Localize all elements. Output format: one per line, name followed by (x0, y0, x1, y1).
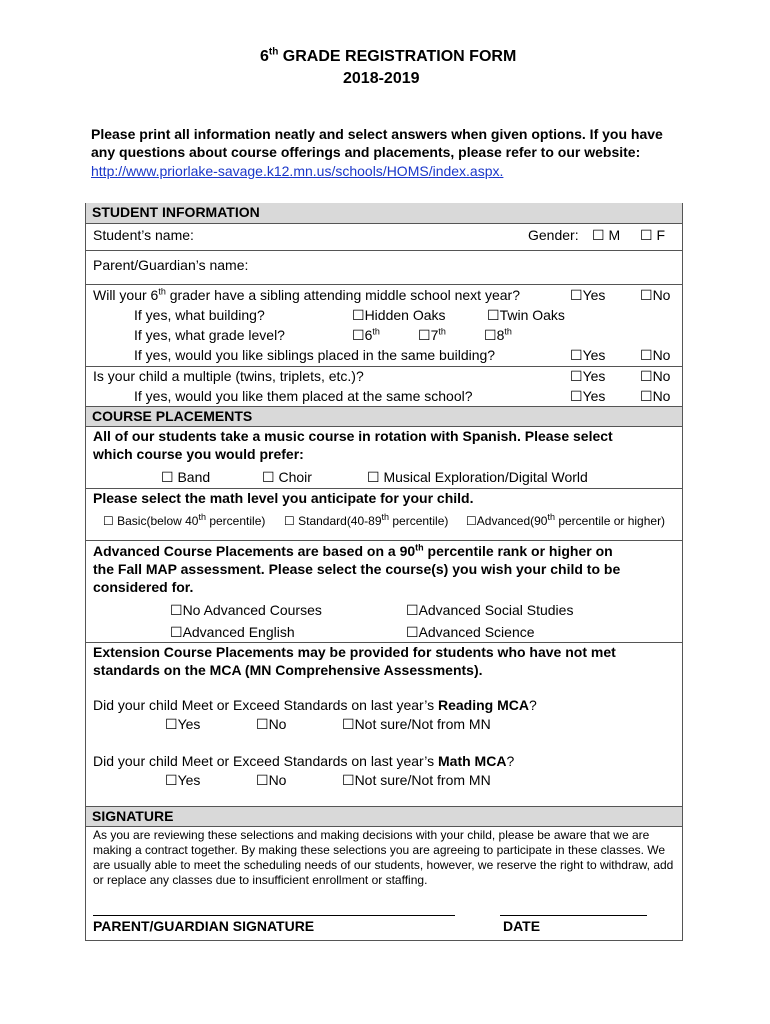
grade-question: If yes, what grade level? (134, 327, 285, 343)
gender-m-checkbox[interactable]: ☐ M (592, 227, 621, 243)
advanced-science-checkbox[interactable]: ☐Advanced Science (406, 624, 535, 640)
no-advanced-checkbox[interactable]: ☐No Advanced Courses (170, 602, 322, 618)
multiple-question: Is your child a multiple (twins, triplets, etc.)? (93, 368, 364, 384)
divider (86, 366, 682, 367)
band-checkbox[interactable]: ☐ Band (161, 469, 211, 485)
student-section-header: STUDENT INFORMATION (86, 203, 682, 223)
advanced-prompt-line-3: considered for. (93, 579, 194, 595)
sibling-no-checkbox[interactable]: ☐No (640, 287, 671, 303)
music-prompt-line-1: All of our students take a music course in rotation with Spanish. Please select (93, 428, 613, 444)
choir-checkbox[interactable]: ☐ Choir (262, 469, 312, 485)
advanced-social-studies-checkbox[interactable]: ☐Advanced Social Studies (406, 602, 574, 618)
course-section-header: COURSE PLACEMENTS (86, 407, 682, 426)
sibling-question: Will your 6th grader have a sibling attending middle school next year? (93, 286, 520, 303)
math-level-question: Please select the math level you anticipate for your child. (93, 490, 474, 506)
divider (86, 488, 682, 489)
reading-no-checkbox[interactable]: ☐No (256, 716, 287, 732)
parent-signature-line[interactable] (93, 915, 455, 916)
math-advanced-checkbox[interactable]: ☐Advanced(90th percentile or higher) (466, 512, 666, 528)
math-standard-checkbox[interactable]: ☐ Standard(40-89th percentile) (284, 512, 449, 528)
music-prompt-line-2: which course you would prefer: (93, 446, 304, 462)
intro-line-1: Please print all information neatly and select answers when given options. If you have (91, 126, 663, 142)
same-school-question: If yes, would you like them placed at the same school? (134, 388, 473, 404)
reading-mca-question: Did your child Meet or Exceed Standards on last year’s Reading MCA? (93, 697, 537, 713)
extension-prompt-line-2: standards on the MCA (MN Comprehensive Assessments). (93, 662, 483, 678)
same-school-yes-checkbox[interactable]: ☐Yes (570, 388, 606, 404)
grade-6-checkbox[interactable]: ☐6th (352, 326, 380, 343)
intro-line-2: any questions about course offerings and placements, please refer to our website: (91, 144, 641, 160)
multiple-no-checkbox[interactable]: ☐No (640, 368, 671, 384)
parent-name-label: Parent/Guardian’s name: (93, 257, 249, 273)
reading-yes-checkbox[interactable]: ☐Yes (165, 716, 201, 732)
date-label: DATE (503, 918, 541, 934)
divider (86, 250, 682, 251)
website-link[interactable]: http://www.priorlake-savage.k12.mn.us/schools/HOMS/index.aspx. (91, 163, 504, 179)
sibling-yes-checkbox[interactable]: ☐Yes (570, 287, 606, 303)
extension-prompt-line-1: Extension Course Placements may be provided for students who have not met (93, 644, 616, 660)
divider (86, 540, 682, 541)
math-mca-yes-checkbox[interactable]: ☐Yes (165, 772, 201, 788)
signature-section-header: SIGNATURE (86, 807, 682, 826)
divider (86, 223, 682, 224)
multiple-yes-checkbox[interactable]: ☐Yes (570, 368, 606, 384)
page-title: 6th GRADE REGISTRATION FORM (260, 46, 517, 65)
same-building-yes-checkbox[interactable]: ☐Yes (570, 347, 606, 363)
gender-label: Gender: (528, 227, 579, 243)
divider (86, 284, 682, 285)
divider (86, 826, 682, 827)
same-school-no-checkbox[interactable]: ☐No (640, 388, 671, 404)
date-line[interactable] (500, 915, 647, 916)
signature-note: As you are reviewing these selections and making decisions with your child, please be aware that we are making a contract together. By making these selections you are agreeing to participate in these classes. We are usually able to meet the scheduling needs of our students, however, we reserve the right to withdraw, add or replace any classes due to insufficient enrollment or staffing. (93, 828, 674, 887)
divider (86, 642, 682, 643)
math-basic-checkbox[interactable]: ☐ Basic(below 40th percentile) (103, 512, 266, 528)
math-mca-no-checkbox[interactable]: ☐No (256, 772, 287, 788)
twin-oaks-checkbox[interactable]: ☐Twin Oaks (487, 307, 565, 323)
advanced-prompt-line-1: Advanced Course Placements are based on a 90th percentile rank or higher on (93, 542, 613, 559)
grade-7-checkbox[interactable]: ☐7th (418, 326, 446, 343)
gender-f-checkbox[interactable]: ☐ F (640, 227, 666, 243)
divider (86, 426, 682, 427)
musical-exploration-checkbox[interactable]: ☐ Musical Exploration/Digital World (367, 469, 588, 485)
advanced-prompt-line-2: the Fall MAP assessment. Please select the course(s) you wish your child to be (93, 561, 621, 577)
building-question: If yes, what building? (134, 307, 265, 323)
grade-8-checkbox[interactable]: ☐8th (484, 326, 512, 343)
advanced-english-checkbox[interactable]: ☐Advanced English (170, 624, 295, 640)
same-building-question: If yes, would you like siblings placed in the same building? (134, 347, 496, 363)
student-name-label: Student’s name: (93, 227, 194, 243)
parent-signature-label: PARENT/GUARDIAN SIGNATURE (93, 918, 315, 934)
math-mca-not-sure-checkbox[interactable]: ☐Not sure/Not from MN (342, 772, 491, 788)
school-year: 2018-2019 (343, 70, 420, 87)
math-mca-question: Did your child Meet or Exceed Standards on last year’s Math MCA? (93, 753, 515, 769)
reading-not-sure-checkbox[interactable]: ☐Not sure/Not from MN (342, 716, 491, 732)
hidden-oaks-checkbox[interactable]: ☐Hidden Oaks (352, 307, 446, 323)
same-building-no-checkbox[interactable]: ☐No (640, 347, 671, 363)
